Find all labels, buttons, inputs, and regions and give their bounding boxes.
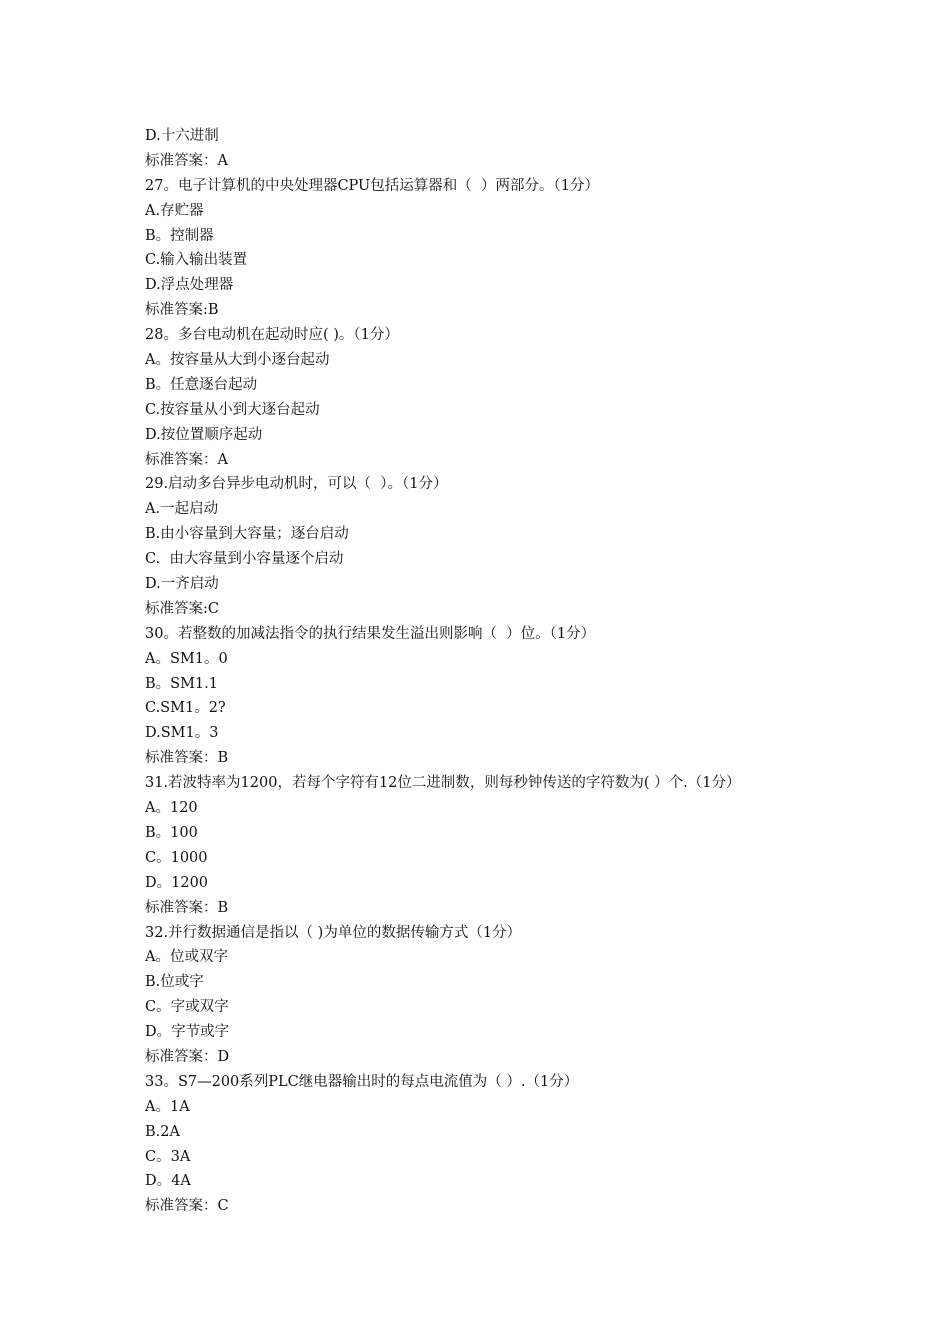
question-line: 27。电子计算机的中央处理器CPU包括运算器和（ ）两部分。（1分） [145,177,599,194]
option-line: C。3A [145,1148,191,1165]
option-line: A。1A [145,1098,190,1115]
answer-line: 标准答案：A [145,152,228,169]
option-line: A。按容量从大到小逐台起动 [145,352,330,369]
option-line: A。120 [145,800,198,817]
option-line: B。任意逐台起动 [145,376,258,393]
answer-line: 标准答案：A [145,451,228,468]
option-line: A。位或双字 [145,949,228,966]
answer-line: 标准答案：C [145,1198,229,1215]
option-line: B.位或字 [145,974,204,991]
option-line: D.浮点处理器 [145,277,234,294]
option-line: B。SM1.1 [145,675,218,692]
option-line: B。控制器 [145,227,214,244]
question-line: 28。多台电动机在起动时应( )。（1分） [145,327,399,344]
option-line: B。100 [145,824,198,841]
question-line: 30。若整数的加减法指令的执行结果发生溢出则影响（ ）位。（1分） [145,625,596,642]
question-line: 32.并行数据通信是指以（ )为单位的数据传输方式（1分） [145,924,522,941]
question-line: 31.若波特率为1200，若每个字符有12位二进制数，则每秒钟传送的字符数为( ）个.（1分） [145,775,741,792]
option-line: C。字或双字 [145,999,229,1016]
answer-line: 标准答案:C [145,600,219,617]
answer-line: 标准答案：B [145,750,229,767]
option-line: C.输入输出装置 [145,252,248,269]
option-line: C.SM1。2? [145,700,226,717]
option-line: C。1000 [145,849,208,866]
option-line: C.按容量从小到大逐台起动 [145,401,320,418]
option-line: D.按位置顺序起动 [145,426,263,443]
option-line: D。字节或字 [145,1024,230,1041]
question-line: 29.启动多台异步电动机时，可以（ ）。（1分） [145,476,448,493]
option-line: B.2A [145,1123,180,1140]
option-line: D。4A [145,1173,191,1190]
option-line: B.由小容量到大容量；逐台启动 [145,526,349,543]
answer-line: 标准答案:B [145,302,219,319]
option-line: D.十六进制 [145,128,219,144]
answer-line: 标准答案：B [145,899,229,916]
question-line: 33。S7—200系列PLC继电器输出时的每点电流值为（ ）.（1分） [145,1073,579,1090]
option-line: D.一齐启动 [145,576,219,593]
document-body [145,124,925,1219]
option-line: A.一起启动 [145,501,219,518]
answer-line: 标准答案：D [145,1048,230,1065]
option-line: D。1200 [145,874,209,891]
option-line: A.存贮器 [145,202,204,219]
option-line: D.SM1。3 [145,725,219,742]
option-line: A。SM1。0 [145,650,228,667]
option-line: C. 由大容量到小容量逐个启动 [145,551,344,568]
